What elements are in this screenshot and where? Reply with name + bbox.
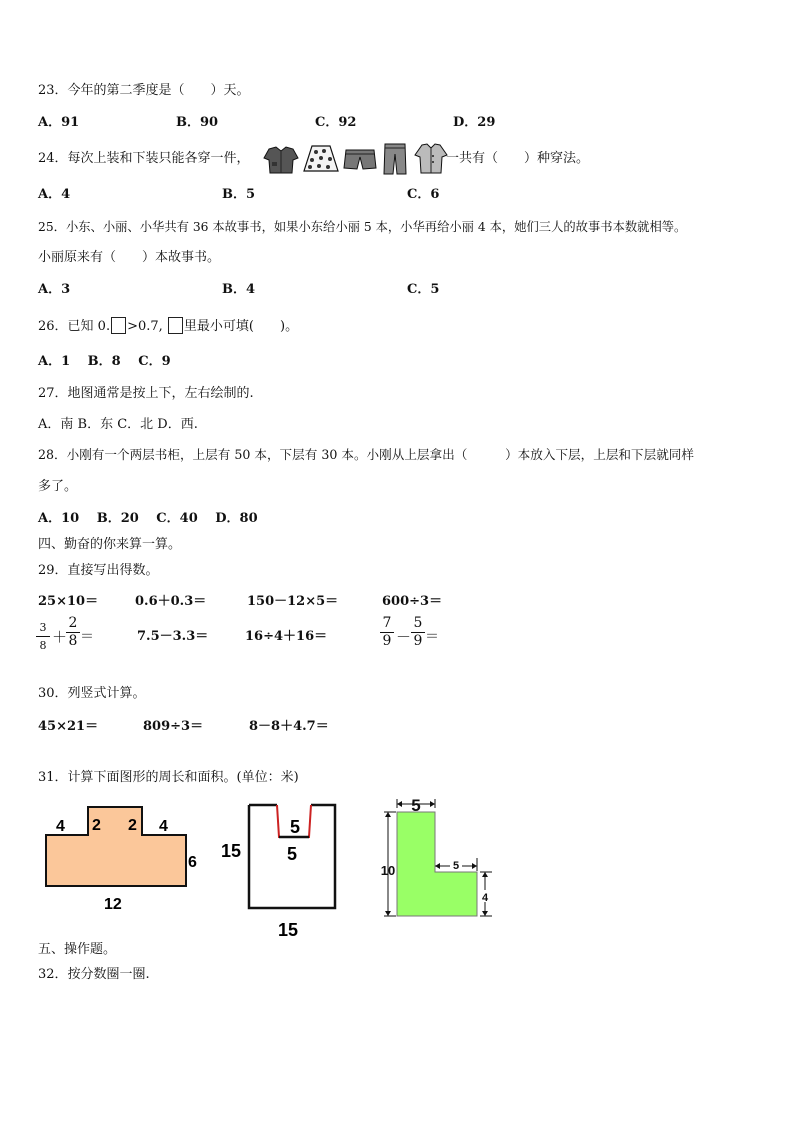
polka-dot-skirt-icon [302, 143, 340, 174]
fig2-notch-label: 5 [289, 817, 301, 837]
q29-stem: 29．直接写出得数。 [38, 563, 159, 578]
q23-option-b[interactable]: B．90 [176, 115, 219, 130]
denominator: 9 [382, 633, 392, 649]
denominator: 9 [413, 633, 423, 649]
q24-stem: 24．每次上装和下装只能各穿一件， [38, 151, 250, 166]
q23-option-c[interactable]: C．92 [315, 115, 357, 130]
equals: ＝ [425, 629, 439, 645]
q23-stem: 23．今年的第二季度是（ ）天。 [38, 83, 250, 98]
pants-icon [382, 142, 408, 176]
fig2-width-label: 15 [277, 920, 299, 940]
jacket-icon [263, 144, 299, 174]
fig1-left-label: 4 [56, 818, 65, 835]
figure-1-t-shape [40, 800, 210, 916]
equals: ＝ [80, 629, 94, 645]
q27-stem: 27．地图通常是按上下，左右绘制的. [38, 386, 254, 401]
q30-item: 809÷3＝ [143, 719, 204, 734]
q29-item: 600÷3＝ [382, 594, 443, 609]
fraction [380, 617, 394, 648]
q26-stem-part1: 26．已知 0. [38, 319, 111, 334]
q24-option-c[interactable]: C．6 [407, 187, 440, 202]
q24-option-a[interactable]: A．4 [38, 187, 71, 202]
fraction [66, 617, 80, 648]
fig1-top-b-label: 2 [128, 817, 137, 834]
numerator: 3 [39, 621, 47, 634]
q29-item: 150－12×5＝ [247, 594, 339, 609]
coat-icon [414, 142, 448, 175]
q28-stem-line1: 28．小刚有一个两层书柜，上层有 50 本，下层有 30 本。小刚从上层拿出（ ）本放入下层，上层和下层就同样 [38, 447, 694, 462]
q26-stem-part3: 里最小可填( )。 [183, 319, 299, 334]
fig3-top-label: 5 [411, 796, 421, 815]
fig1-side-label: 6 [188, 854, 197, 871]
q25-stem-line1: 25．小东、小丽、小华共有 36 本故事书，如果小东给小丽 5 本，小华再给小丽 4 本，她们三人的故事书本数就相等。 [38, 220, 687, 234]
q26-options[interactable]: A．1 B．8 C．9 [38, 354, 171, 369]
section-heading-4: 四、勤奋的你来算一算。 [38, 537, 182, 552]
denominator: 8 [68, 633, 78, 649]
q29-item: 7.5－3.3＝ [137, 629, 209, 644]
q30-item: 8－8＋4.7＝ [249, 719, 329, 734]
blank-box[interactable] [111, 317, 126, 334]
q29-item: 25×10＝ [38, 594, 99, 609]
q23-option-d[interactable]: D．29 [453, 115, 496, 130]
q23-option-a[interactable]: A．91 [38, 115, 80, 130]
q32-stem: 32．按分数圈一圈. [38, 967, 150, 982]
shorts-icon [343, 148, 377, 172]
fig2-notch-depth-label: 5 [286, 844, 298, 864]
q29-item: 16÷4＋16＝ [245, 629, 328, 644]
denominator: 8 [39, 639, 47, 652]
operator: ＋ [52, 628, 68, 646]
q27-options[interactable]: A．南 B．东 C．北 D．西. [38, 417, 198, 432]
figure-3-l-shape [376, 794, 500, 924]
q31-stem: 31．计算下面图形的周长和面积。(单位：米) [38, 770, 299, 785]
fig3-height-label: 10 [380, 863, 396, 878]
numerator: 7 [382, 615, 392, 631]
fraction [36, 621, 50, 652]
q25-option-b[interactable]: B．4 [222, 282, 256, 297]
q26-stem-part2: >0.7, [127, 319, 163, 334]
fig3-inner-label: 5 [452, 860, 460, 872]
q25-option-a[interactable]: A．3 [38, 282, 71, 297]
fig1-bottom-label: 12 [104, 896, 122, 913]
q24-stem-end: 一共有（ ）种穿法。 [446, 151, 590, 166]
q29-item: 0.6＋0.3＝ [135, 594, 207, 609]
q30-stem: 30．列竖式计算。 [38, 686, 146, 701]
q28-stem-line2: 多了。 [38, 479, 78, 494]
fig3-step-label: 4 [481, 892, 489, 904]
section-heading-5: 五、操作题。 [38, 942, 117, 957]
operator: － [396, 628, 412, 646]
q24-option-b[interactable]: B．5 [222, 187, 256, 202]
fig1-top-a-label: 2 [92, 817, 101, 834]
q26-stem [38, 317, 298, 335]
numerator: 5 [413, 615, 423, 631]
q28-options[interactable]: A．10 B．20 C．40 D．80 [38, 511, 258, 526]
fig1-right-label: 4 [159, 818, 168, 835]
q25-option-c[interactable]: C．5 [407, 282, 440, 297]
fraction [411, 617, 425, 648]
figure-2-notched-square [218, 790, 348, 942]
q30-item: 45×21＝ [38, 719, 99, 734]
q25-stem-line2: 小丽原来有（ ）本故事书。 [38, 250, 221, 265]
fig2-height-label: 15 [220, 841, 242, 861]
numerator: 2 [68, 615, 78, 631]
blank-box[interactable] [168, 317, 183, 334]
